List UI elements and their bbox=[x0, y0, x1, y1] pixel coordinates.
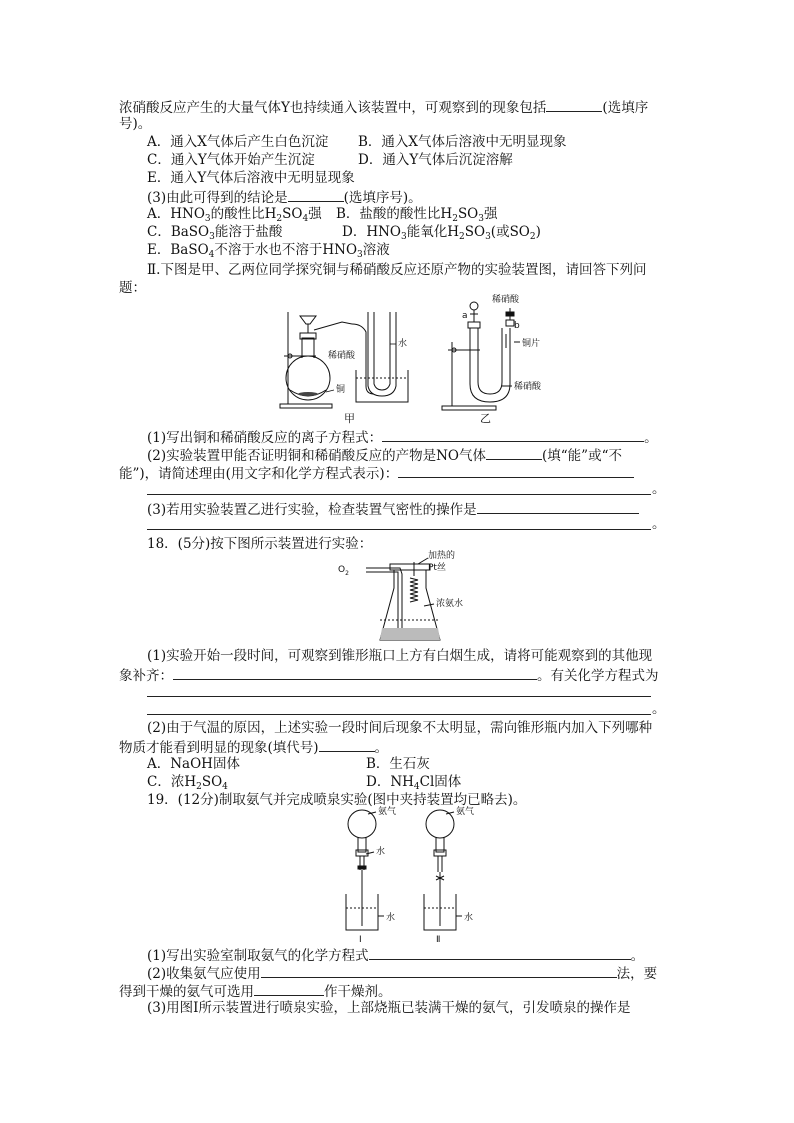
question-text: (1)写出铜和稀硝酸反应的离子方程式： 。 bbox=[147, 430, 658, 446]
question-text: (2)实验装置甲能否证明铜和稀硝酸反应的产物是NO气体 (填“能”或“不 bbox=[147, 448, 622, 464]
label-copper-sheet: 铜片 bbox=[522, 339, 541, 349]
answer-blank[interactable] bbox=[319, 738, 375, 752]
figure-label-jia: 甲 bbox=[344, 412, 355, 425]
label-dilute-nitric-acid: 稀硝酸 bbox=[328, 351, 356, 361]
fountain-experiment-figure bbox=[340, 807, 490, 945]
question-text: (1)实验开始一段时间，可观察到锥形瓶口上方有白烟生成，请将可能观察到的其他现 bbox=[147, 648, 653, 664]
apparatus-yi-figure bbox=[440, 295, 550, 418]
question-text: Ⅱ.下图是甲、乙两位同学探究铜与稀硝酸反应还原产物的实验装置图，请回答下列问 bbox=[147, 262, 647, 278]
label-ammonia-gas-1: 氨气 bbox=[378, 807, 397, 817]
label-water: 水 bbox=[398, 339, 408, 349]
option-a: A．NaOH固体 bbox=[147, 756, 240, 772]
period: 。 bbox=[652, 481, 666, 497]
question-text: 浓硝酸反应产生的大量气体Y也持续通入该装置中，可观察到的现象包括 (选填序 bbox=[119, 100, 649, 116]
period: 。 bbox=[652, 516, 666, 532]
figure-label-1: Ⅰ bbox=[359, 935, 362, 945]
question-text: 得到干燥的氨气可选用 作干燥剂。 bbox=[119, 984, 392, 1000]
answer-line[interactable] bbox=[147, 714, 651, 715]
label-dilute-nitric-acid-top: 稀硝酸 bbox=[492, 295, 520, 305]
question-text: 号)。 bbox=[119, 116, 152, 132]
label-water-beaker-1: 水 bbox=[386, 913, 396, 923]
option-c: C．浓$H_2SO_4$ bbox=[147, 774, 228, 792]
label-o2: $O_2$ bbox=[338, 565, 349, 577]
choice-d: D．$HNO_3$能氧化$H_2SO_3$(或$SO_2$) bbox=[342, 224, 541, 242]
label-a: a bbox=[462, 311, 468, 321]
ammonia-oxidation-figure bbox=[338, 551, 464, 646]
question-text: 题： bbox=[119, 280, 146, 296]
question-18-header: 18．(5分)按下图所示装置进行实验： bbox=[147, 536, 373, 552]
question-text: (3)用图Ⅰ所示装置进行喷泉实验，上部烧瓶已装满干燥的氨气，引发喷泉的操作是 bbox=[147, 1000, 631, 1016]
label-copper: 铜 bbox=[336, 385, 346, 395]
choice-a: A．$HNO_3$的酸性比$H_2SO_4$强 bbox=[147, 206, 322, 224]
choice-b: B．盐酸的酸性比$H_2SO_3$强 bbox=[336, 206, 498, 224]
answer-blank[interactable] bbox=[398, 464, 634, 478]
label-ammonia-gas-2: 氨气 bbox=[456, 807, 475, 817]
answer-blank[interactable] bbox=[369, 946, 631, 960]
apparatus-jia-figure bbox=[270, 300, 420, 420]
option-e: E．通入Y气体后溶液中无明显现象 bbox=[147, 170, 355, 186]
period: 。 bbox=[652, 701, 666, 717]
question-text: (3)若用实验装置乙进行实验，检查装置气密性的操作是 bbox=[147, 500, 639, 519]
question-text: 物质才能看到明显的现象(填代号) 。 bbox=[119, 740, 389, 756]
choice-e: E．BaSO$_4$不溶于水也不溶于$HNO_3$溶液 bbox=[147, 242, 390, 260]
label-b: b bbox=[514, 321, 520, 331]
answer-blank[interactable] bbox=[477, 500, 639, 514]
label-pt-wire: Pt丝 bbox=[428, 563, 446, 573]
option-d: D．$NH_4Cl$固体 bbox=[366, 774, 462, 792]
answer-blank[interactable] bbox=[486, 446, 542, 460]
answer-line[interactable] bbox=[147, 696, 651, 697]
choice-c: C．BaSO$_3$能溶于盐酸 bbox=[147, 224, 283, 242]
answer-blank[interactable] bbox=[382, 428, 644, 442]
option-c: C．通入Y气体开始产生沉淀 bbox=[147, 152, 315, 168]
figure-label-yi: 乙 bbox=[480, 412, 491, 425]
answer-blank[interactable] bbox=[173, 666, 537, 680]
answer-blank[interactable] bbox=[546, 98, 602, 112]
label-water-beaker-2: 水 bbox=[464, 913, 474, 923]
question-text: 能”)，请简述理由(用文字和化学方程式表示)： bbox=[119, 464, 634, 483]
answer-line[interactable] bbox=[147, 494, 651, 495]
question-text: 象补齐： 。有关化学方程式为 bbox=[119, 668, 659, 684]
question-text: (1)写出实验室制取氨气的化学方程式 。 bbox=[147, 948, 645, 964]
answer-line[interactable] bbox=[147, 529, 651, 530]
label-water-dropper: 水 bbox=[376, 847, 386, 857]
figure-label-2: Ⅱ bbox=[436, 935, 441, 945]
question-text: (2)由于气温的原因，上述实验一段时间后现象不太明显，需向锥形瓶内加入下列哪种 bbox=[147, 720, 653, 736]
answer-blank[interactable] bbox=[261, 964, 617, 978]
option-d: D．通入Y气体后沉淀溶解 bbox=[358, 152, 513, 168]
answer-blank[interactable] bbox=[288, 188, 344, 202]
label-dilute-nitric-acid-bottom: 稀硝酸 bbox=[514, 382, 542, 392]
question-19-header: 19．(12分)制取氨气并完成喷泉实验(图中夹持装置均已略去)。 bbox=[147, 792, 527, 808]
option-a: A．通入X气体后产生白色沉淀 bbox=[147, 134, 329, 150]
label-heated: 加热的 bbox=[428, 551, 456, 561]
question-text: (3)由此可得到的结论是 (选填序号)。 bbox=[147, 190, 422, 206]
option-b: B．通入X气体后溶液中无明显现象 bbox=[358, 134, 567, 150]
question-text: (2)收集氨气应使用 法，要 bbox=[147, 966, 658, 982]
answer-blank[interactable] bbox=[254, 982, 324, 996]
label-concentrated-ammonia: 浓氨水 bbox=[436, 599, 464, 609]
option-b: B．生石灰 bbox=[366, 756, 430, 772]
